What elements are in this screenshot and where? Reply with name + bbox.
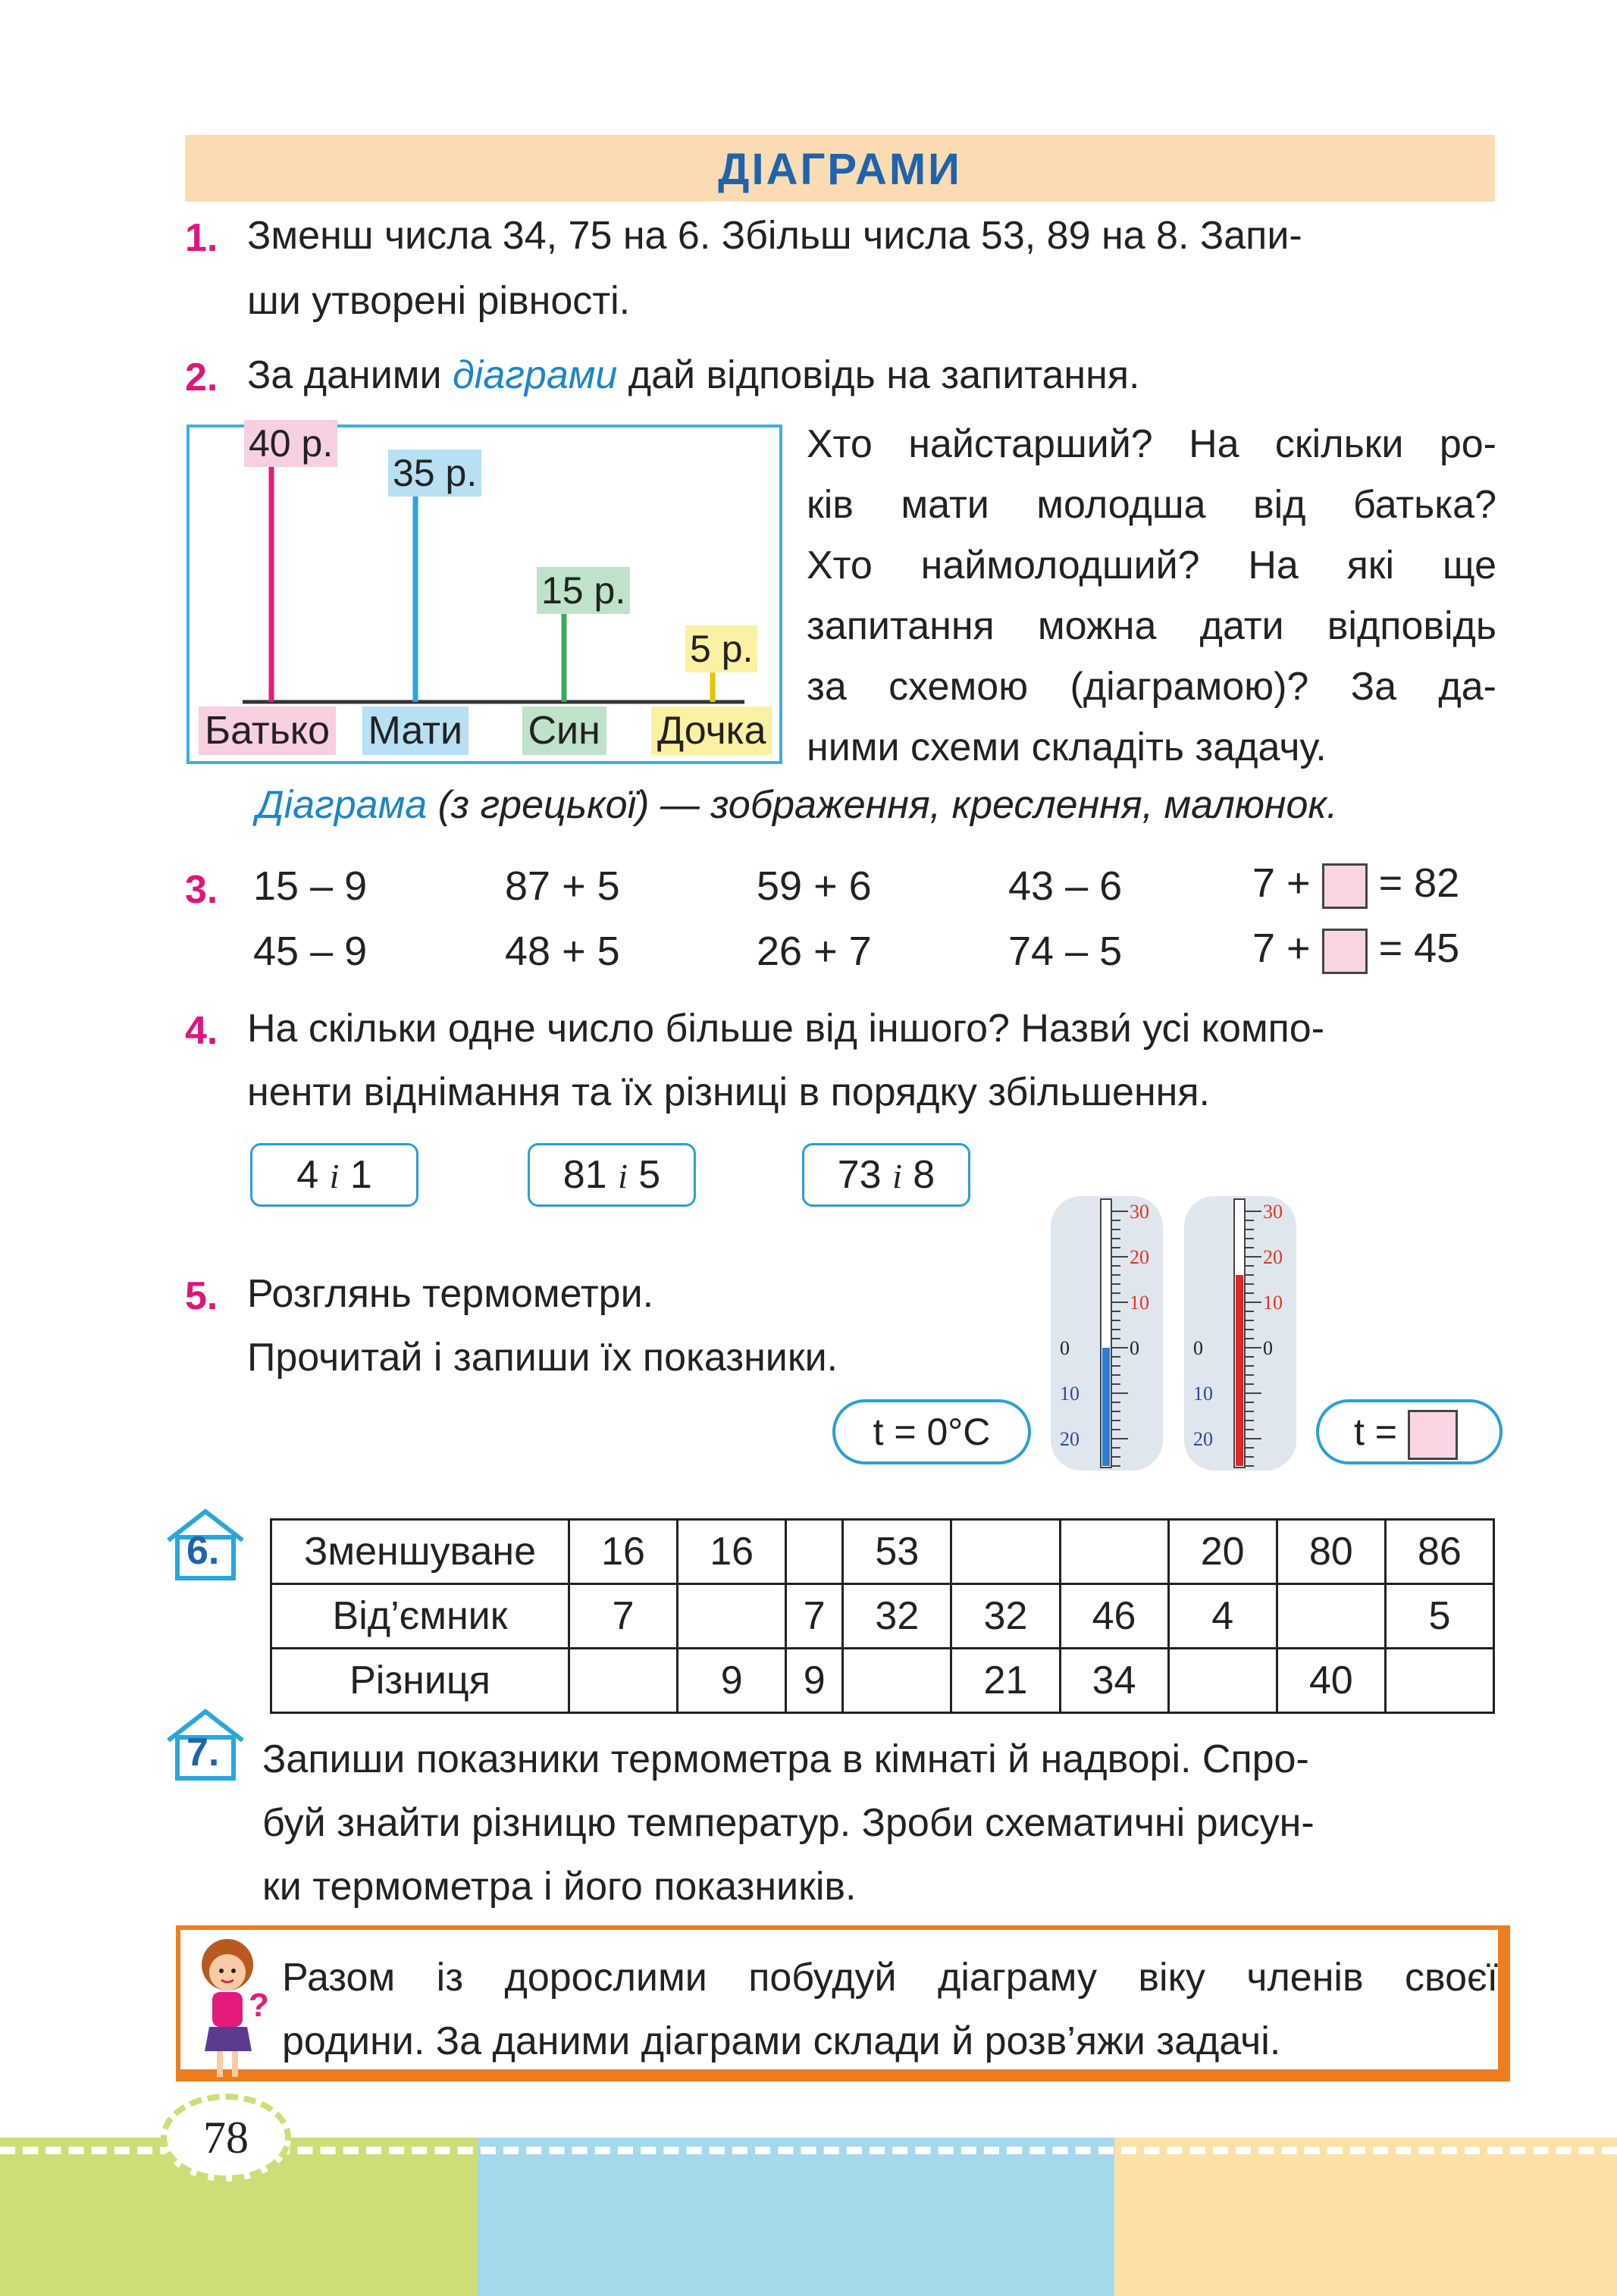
scale-label: 20 (1263, 1246, 1283, 1268)
question-line-5: за схемою (діаграмою)? За да- (807, 665, 1496, 709)
exercise-7-line-1: Запиши показники термометра в кімнаті й надворі. Спро- (262, 1737, 1309, 1781)
table-cell: 34 (1060, 1649, 1168, 1713)
exercise-1-line-2: ши утворені рівності. (247, 279, 631, 323)
table-row-header: Зменшуване (271, 1520, 569, 1584)
table-cell[interactable] (1277, 1584, 1385, 1649)
exercise-1-number: 1. (185, 216, 218, 260)
table-cell[interactable] (678, 1584, 786, 1649)
diagram-definition (256, 782, 1337, 828)
definition-term: Діаграма (256, 783, 428, 827)
thermometer-2-reading (1316, 1399, 1503, 1464)
table-cell[interactable] (1385, 1649, 1493, 1713)
pair-2-conj: і (618, 1157, 628, 1195)
pair-1-a: 4 (296, 1153, 319, 1197)
page-number: 78 (203, 2113, 249, 2163)
pair-1-b: 1 (349, 1153, 372, 1197)
number-pair-1 (250, 1143, 418, 1207)
bar-value-label: 5 р. (685, 625, 757, 672)
exercise-4-number: 4. (185, 1009, 218, 1053)
category-label: Дочка (651, 706, 772, 755)
number-pair-2 (528, 1143, 696, 1207)
equation-1-left: 7 + (1252, 860, 1311, 906)
thermometer-2-svg (1184, 1196, 1296, 1471)
equation-2 (1252, 925, 1459, 974)
scale-label: 10 (1263, 1292, 1283, 1314)
scale-label: 10 (1060, 1383, 1080, 1405)
pair-2-b: 5 (638, 1153, 661, 1197)
parents-task-line-1: Разом із дорослими побудуй діаграму віку членів своєї (282, 1956, 1498, 2000)
table-cell: 53 (843, 1520, 951, 1584)
table-cell[interactable] (843, 1649, 951, 1713)
page-title: ДІАГРАМИ (718, 145, 962, 194)
answer-box-2[interactable] (1322, 929, 1368, 974)
exercise-2-prompt-start: За даними (247, 353, 453, 397)
equation-2-left: 7 + (1252, 926, 1311, 971)
expr-2-3: 26 + 7 (757, 929, 872, 974)
thermometer-1-reading: t = 0°C (832, 1399, 1031, 1464)
table-cell[interactable] (1168, 1649, 1277, 1713)
answer-box-1[interactable] (1322, 863, 1368, 909)
table-cell: 16 (678, 1520, 786, 1584)
exercise-4-line-2: ненти віднімання та їх різниці в порядку збільшення. (247, 1070, 1210, 1114)
table-row (271, 1584, 1494, 1649)
svg-text:?: ? (249, 1987, 269, 2024)
table-row (271, 1520, 1494, 1584)
expr-1-4: 43 – 6 (1008, 863, 1123, 909)
bar-value-label: 40 р. (244, 420, 337, 467)
expr-1-2: 87 + 5 (505, 863, 620, 909)
exercise-5-line-1: Розглянь термометри. (247, 1272, 654, 1316)
exercise-2-prompt (247, 344, 1139, 406)
exercise-4-line-1: На скільки одне число більше від іншого? Назви́ усі компо- (247, 1007, 1325, 1051)
thermometer-2 (1184, 1196, 1296, 1471)
equation-1 (1252, 860, 1459, 909)
exercise-7-line-2: буй знайти різницю температур. Зроби схематичні рисун- (262, 1801, 1315, 1845)
thermometer-liquid (1236, 1275, 1243, 1466)
table-row-header: Різниця (271, 1649, 569, 1713)
table-cell: 7 (569, 1584, 678, 1649)
thermometer-1 (1051, 1196, 1163, 1471)
pair-2-a: 81 (563, 1153, 607, 1197)
exercise-2-prompt-end: дай відповідь на запитання. (617, 353, 1140, 397)
pair-1-conj: і (329, 1157, 340, 1195)
table-cell: 9 (678, 1649, 786, 1713)
table-cell: 32 (951, 1584, 1060, 1649)
definition-text: (з грецької) — зображення, креслення, малюнок. (427, 783, 1338, 827)
table-cell: 5 (1385, 1584, 1493, 1649)
exercise-2-number: 2. (185, 356, 218, 399)
scale-label: 20 (1193, 1428, 1213, 1450)
expr-2-4: 74 – 5 (1008, 929, 1123, 974)
category-label: Батько (199, 706, 336, 755)
exercise-5-line-2: Прочитай і запиши їх показники. (247, 1336, 838, 1380)
scale-label: 20 (1060, 1428, 1080, 1450)
question-line-6: ними схеми складіть задачу. (807, 725, 1327, 769)
question-line-1: Хто найстарший? На скільки ро- (807, 422, 1496, 466)
exercise-7-line-3: ки термометра і його показників. (262, 1865, 857, 1909)
table-cell: 32 (843, 1584, 951, 1649)
table-cell[interactable] (1060, 1520, 1168, 1584)
thermometer-2-prefix: t = (1354, 1411, 1397, 1453)
subtraction-table (270, 1518, 1495, 1714)
scale-label: 0 (1130, 1337, 1139, 1359)
exercise-1-line-1: Зменш числа 34, 75 на 6. Збільш числа 53, 89 на 8. Запи- (247, 214, 1302, 258)
age-diagram (186, 424, 782, 764)
parents-task-line-2: родини. За даними діаграми склади й розв’яжи задачі. (282, 2019, 1281, 2063)
table-row (271, 1649, 1494, 1713)
equation-2-right: = 45 (1378, 926, 1460, 971)
table-cell: 80 (1277, 1520, 1385, 1584)
girl-character-icon (186, 1937, 271, 2086)
scale-label: 0 (1263, 1337, 1273, 1359)
exercise-5-number: 5. (185, 1274, 218, 1318)
scale-label: 10 (1193, 1383, 1213, 1405)
table-cell: 9 (786, 1649, 843, 1713)
table-cell: 7 (786, 1584, 843, 1649)
scale-label: 0 (1060, 1337, 1070, 1359)
table-cell: 20 (1168, 1520, 1277, 1584)
thermometer-liquid (1102, 1348, 1110, 1466)
table-cell: 16 (569, 1520, 678, 1584)
footer-blue-band (478, 2138, 1114, 2296)
table-cell[interactable] (569, 1649, 678, 1713)
footer-orange-band (1114, 2138, 1617, 2296)
question-line-2: ків мати молодша від батька? (807, 483, 1496, 527)
table-cell[interactable] (951, 1520, 1060, 1584)
pair-3-a: 73 (837, 1153, 882, 1197)
scale-label: 30 (1263, 1201, 1283, 1223)
scale-label: 10 (1130, 1292, 1149, 1314)
thermometer-1-svg (1051, 1196, 1163, 1471)
expr-1-3: 59 + 6 (757, 863, 872, 909)
pair-3-b: 8 (913, 1153, 935, 1197)
table-cell: 21 (951, 1649, 1060, 1713)
table-cell: 4 (1168, 1584, 1277, 1649)
table-row-header: Від’ємник (271, 1584, 569, 1649)
table-cell: 46 (1060, 1584, 1168, 1649)
exercise-3-number: 3. (185, 868, 218, 912)
scale-label: 0 (1193, 1337, 1203, 1359)
table-cell[interactable] (786, 1520, 843, 1584)
table-cell: 86 (1385, 1520, 1493, 1584)
exercise-2-questions (807, 414, 1496, 778)
category-label: Мати (362, 706, 469, 755)
thermometer-2-answer-box[interactable] (1408, 1410, 1458, 1460)
category-label: Син (522, 706, 606, 755)
scale-label: 20 (1130, 1246, 1149, 1268)
equation-1-right: = 82 (1378, 860, 1460, 906)
scale-label: 30 (1130, 1201, 1149, 1223)
question-line-4: запитання можна дати відповідь (807, 604, 1496, 648)
exercise-7-number: 7. (186, 1731, 220, 1774)
exercise-6-number: 6. (186, 1529, 220, 1573)
expr-2-2: 48 + 5 (505, 929, 620, 974)
bar-value-label: 15 р. (537, 567, 630, 614)
pair-3-conj: і (892, 1157, 902, 1195)
expr-1-1: 15 – 9 (253, 863, 368, 909)
table-cell: 40 (1277, 1649, 1385, 1713)
question-line-3: Хто наймолодший? На які ще (807, 543, 1496, 587)
expr-2-1: 45 – 9 (253, 929, 368, 974)
number-pair-3 (802, 1143, 970, 1207)
diagram-term: діаграми (453, 353, 618, 397)
bar-value-label: 35 р. (388, 449, 481, 496)
